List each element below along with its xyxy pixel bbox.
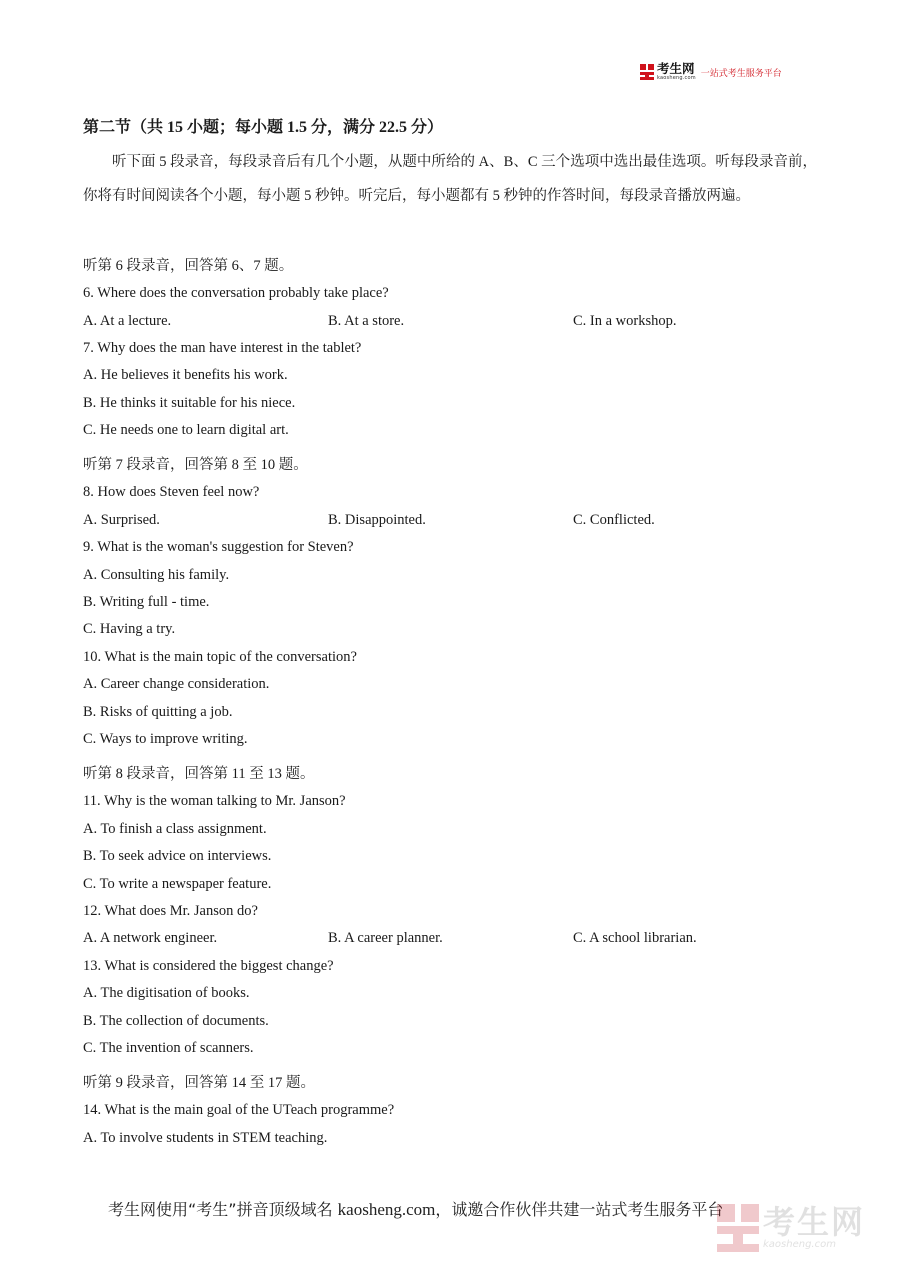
option-a: A. Surprised. [83, 512, 160, 528]
option-a: A. Career change consideration. [83, 676, 270, 692]
option-b: B. Risks of quitting a job. [83, 704, 233, 720]
option-a: A. At a lecture. [83, 313, 172, 329]
section-title: 第二节（共 15 小题；每小题 1.5 分，满分 22.5 分） [83, 119, 444, 136]
option-b: B. Disappointed. [328, 512, 426, 528]
option-a: A. To finish a class assignment. [83, 821, 267, 837]
option-b: B. At a store. [328, 313, 405, 329]
option-b: B. A career planner. [328, 930, 443, 946]
option-a: A. To involve students in STEM teaching. [83, 1130, 328, 1146]
option-c: C. To write a newspaper feature. [83, 876, 272, 892]
option-c: C. Conflicted. [573, 512, 655, 528]
section-instructions: 听下面 5 段录音，每段录音后有几个小题，从题中所给的 A、B、C 三个选项中选出最佳选项。听每段录音前，你将有时间阅读各个小题，每小题 5 秒钟。听完后，每小题都有 5 秒钟的作答时间，每段录音播放两遍。 [83, 154, 817, 204]
footer-text: 考生网使用“考生”拼音顶级域名 [108, 1200, 338, 1219]
question-11: 11. Why is the woman talking to Mr. Janson? [83, 793, 346, 809]
option-c: C. He needs one to learn digital art. [83, 422, 289, 438]
option-a: A. Consulting his family. [83, 567, 230, 583]
watermark-logo-icon [717, 1204, 759, 1252]
option-b: B. Writing full - time. [83, 594, 210, 610]
recording-6-heading: 听第 6 段录音，回答第 6、7 题。 [83, 258, 294, 274]
logo-text: 考生网 [657, 61, 695, 76]
watermark-logo [717, 1203, 865, 1253]
question-6: 6. Where does the conversation probably take place? [83, 285, 389, 301]
header-logo[interactable] [640, 62, 782, 82]
question-8: 8. How does Steven feel now? [83, 484, 260, 500]
option-a: A. A network engineer. [83, 930, 218, 946]
option-b: B. To seek advice on interviews. [83, 848, 272, 864]
question-10: 10. What is the main topic of the conversation? [83, 649, 357, 665]
logo-brand [657, 63, 696, 81]
question-13: 13. What is considered the biggest change? [83, 958, 334, 974]
kaosheng-logo-icon [640, 64, 654, 80]
watermark-brand: 考生网 [763, 1203, 866, 1241]
recording-8-heading: 听第 8 段录音，回答第 11 至 13 题。 [83, 766, 315, 782]
option-b: B. He thinks it suitable for his niece. [83, 395, 296, 411]
watermark-domain: kaosheng.com [763, 1239, 836, 1250]
option-a: A. He believes it benefits his work. [83, 367, 288, 383]
footer-text-end: ，诚邀合作伙伴共建一站式考生服务平台 [435, 1200, 724, 1219]
option-b: B. The collection of documents. [83, 1013, 269, 1029]
question-14: 14. What is the main goal of the UTeach programme? [83, 1102, 395, 1118]
option-c: C. In a workshop. [573, 313, 677, 329]
question-7: 7. Why does the man have interest in the tablet? [83, 340, 362, 356]
option-c: C. Ways to improve writing. [83, 731, 248, 747]
footer-domain-link[interactable]: kaosheng.com [337, 1200, 436, 1219]
option-a: A. The digitisation of books. [83, 985, 250, 1001]
header-slogan: 一站式考生服务平台 [700, 68, 782, 79]
question-9: 9. What is the woman's suggestion for Steven? [83, 539, 354, 555]
recording-9-heading: 听第 9 段录音，回答第 14 至 17 题。 [83, 1075, 315, 1091]
recording-7-heading: 听第 7 段录音，回答第 8 至 10 题。 [83, 457, 308, 473]
watermark-text [763, 1205, 865, 1251]
question-12: 12. What does Mr. Janson do? [83, 903, 258, 919]
option-c: C. A school librarian. [573, 930, 697, 946]
option-c: C. Having a try. [83, 621, 176, 637]
logo-domain: kaosheng.com [657, 75, 696, 81]
option-c: C. The invention of scanners. [83, 1040, 254, 1056]
footer-banner [108, 1197, 723, 1220]
